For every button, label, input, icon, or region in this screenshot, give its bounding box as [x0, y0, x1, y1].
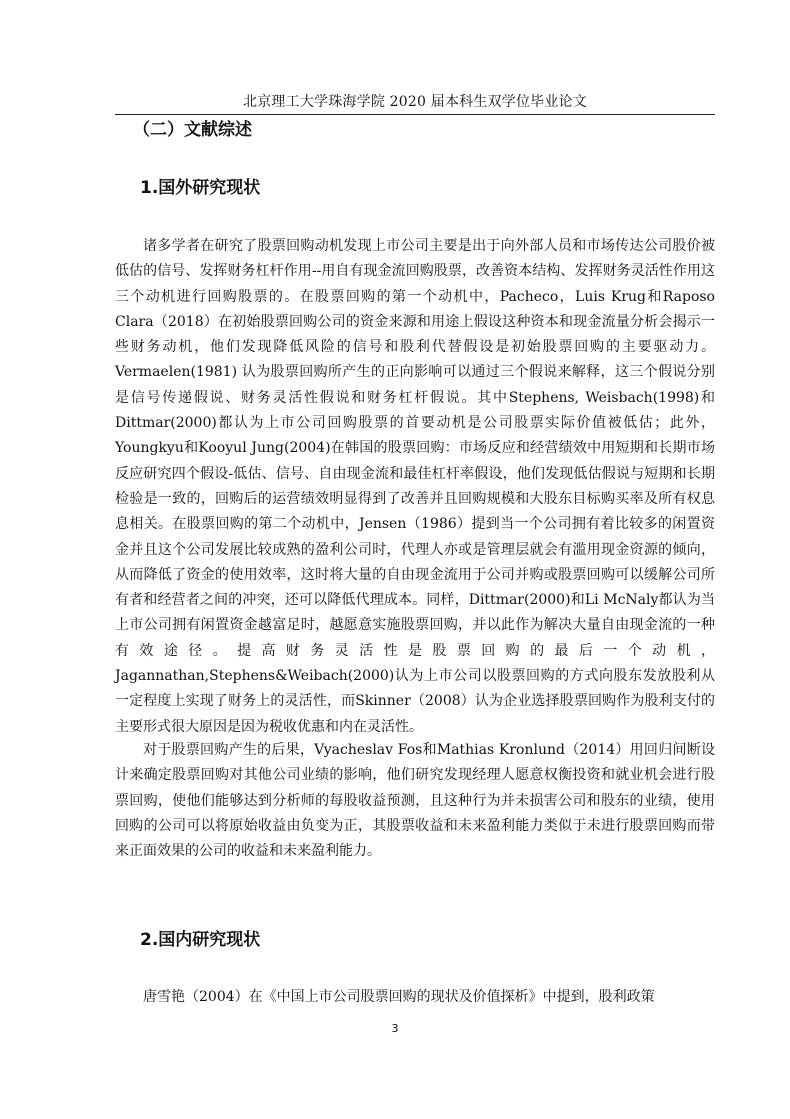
- running-header: 北京理工大学珠海学院 2020 届本科生双学位毕业论文: [243, 94, 587, 110]
- subsection-title-domestic: 2.国内研究现状: [140, 930, 261, 950]
- section-title: （二）文献综述: [133, 120, 252, 140]
- paragraph-foreign-motives: 诸多学者在研究了股票回购动机发现上市公司主要是出于向外部人员和市场传达公司股价被低估的信号、发挥财务杠杆作用--用自有现金流回购股票，改善资本结构、发挥财务灵活性作用这三个动机进行回购股票的。在股票回购的第一个动机中，Pacheco，Luis Krug和Raposo Clara（2018）在初始股票回购公司的资金来源和用途上假设这种资本和现金流量分析会揭示一些财务动机，他们发现降低风险的信号和股利代替假设是初始股票回购的主要驱动力。Vermaelen(1981) 认为股票回购所产生的正向影响可以通过三个假说来解释，这三个假说分别是信号传递假说、财务灵活性假说和财务杠杆假说。其中Stephens, Weisbach(1998)和Dittmar(2000)都认为上市公司回购股票的首要动机是公司股票实际价值被低估；此外，Youngkyu和Kooyul Jung(2004)在韩国的股票回购：市场反应和经营绩效中用短期和长期市场反应研究四个假设-低估、信号、自由现金流和最佳杠杆率假设，他们发现低估假说与短期和长期检验是一致的，回购后的运营绩效明显得到了改善并且回购规模和大股东目标购买率及所有权息息相关。在股票回购的第二个动机中，Jensen（1986）提到当一个公司拥有着比较多的闲置资金并且这个公司发展比较成熟的盈利公司时，代理人亦或是管理层就会有滥用现金资源的倾向，从而降低了资金的使用效率，这时将大量的自由现金流用于公司并购或股票回购可以缓解公司所有者和经营者之间的冲突，还可以降低代理成本。同样，Dittmar(2000)和Li McNaly都认为当上市公司拥有闲置资金越富足时，越愿意实施股票回购，并以此作为解决大量自由现金流的一种有效途径。提高财务灵活性是股票回购的最后一个动机，Jagannathan,Stephens&Weibach(2000)认为上市公司以股票回购的方式向股东发放股利从一定程度上实现了财务上的灵活性，而Skinner（2008）认为企业选择股票回购作为股利支付的主要形式很大原因是因为税收优惠和内在灵活性。: [115, 238, 715, 735]
- subsection-title-foreign: 1.国外研究现状: [140, 178, 261, 198]
- page-number: 3: [391, 1022, 399, 1035]
- paragraph-domestic-intro: 唐雪艳（2004）在《中国上市公司股票回购的现状及价值探析》中提到，股利政策: [143, 989, 655, 1005]
- paragraph-foreign-consequences: 对于股票回购产生的后果，Vyacheslav Fos和Mathias Kronlund（2014）用回归间断设计来确定股票回购对其他公司业绩的影响，他们研究发现经理人愿意权衡投资和就业机会进行股票回购，使他们能够达到分析师的每股收益预测，且这种行为并未损害公司和股东的业绩，使用回购的公司可以将原始收益由负变为正，其股票收益和未来盈利能力类似于未进行股票回购而带来正面效果的公司的收益和未来盈利能力。: [115, 742, 715, 860]
- header-rule: [115, 114, 715, 115]
